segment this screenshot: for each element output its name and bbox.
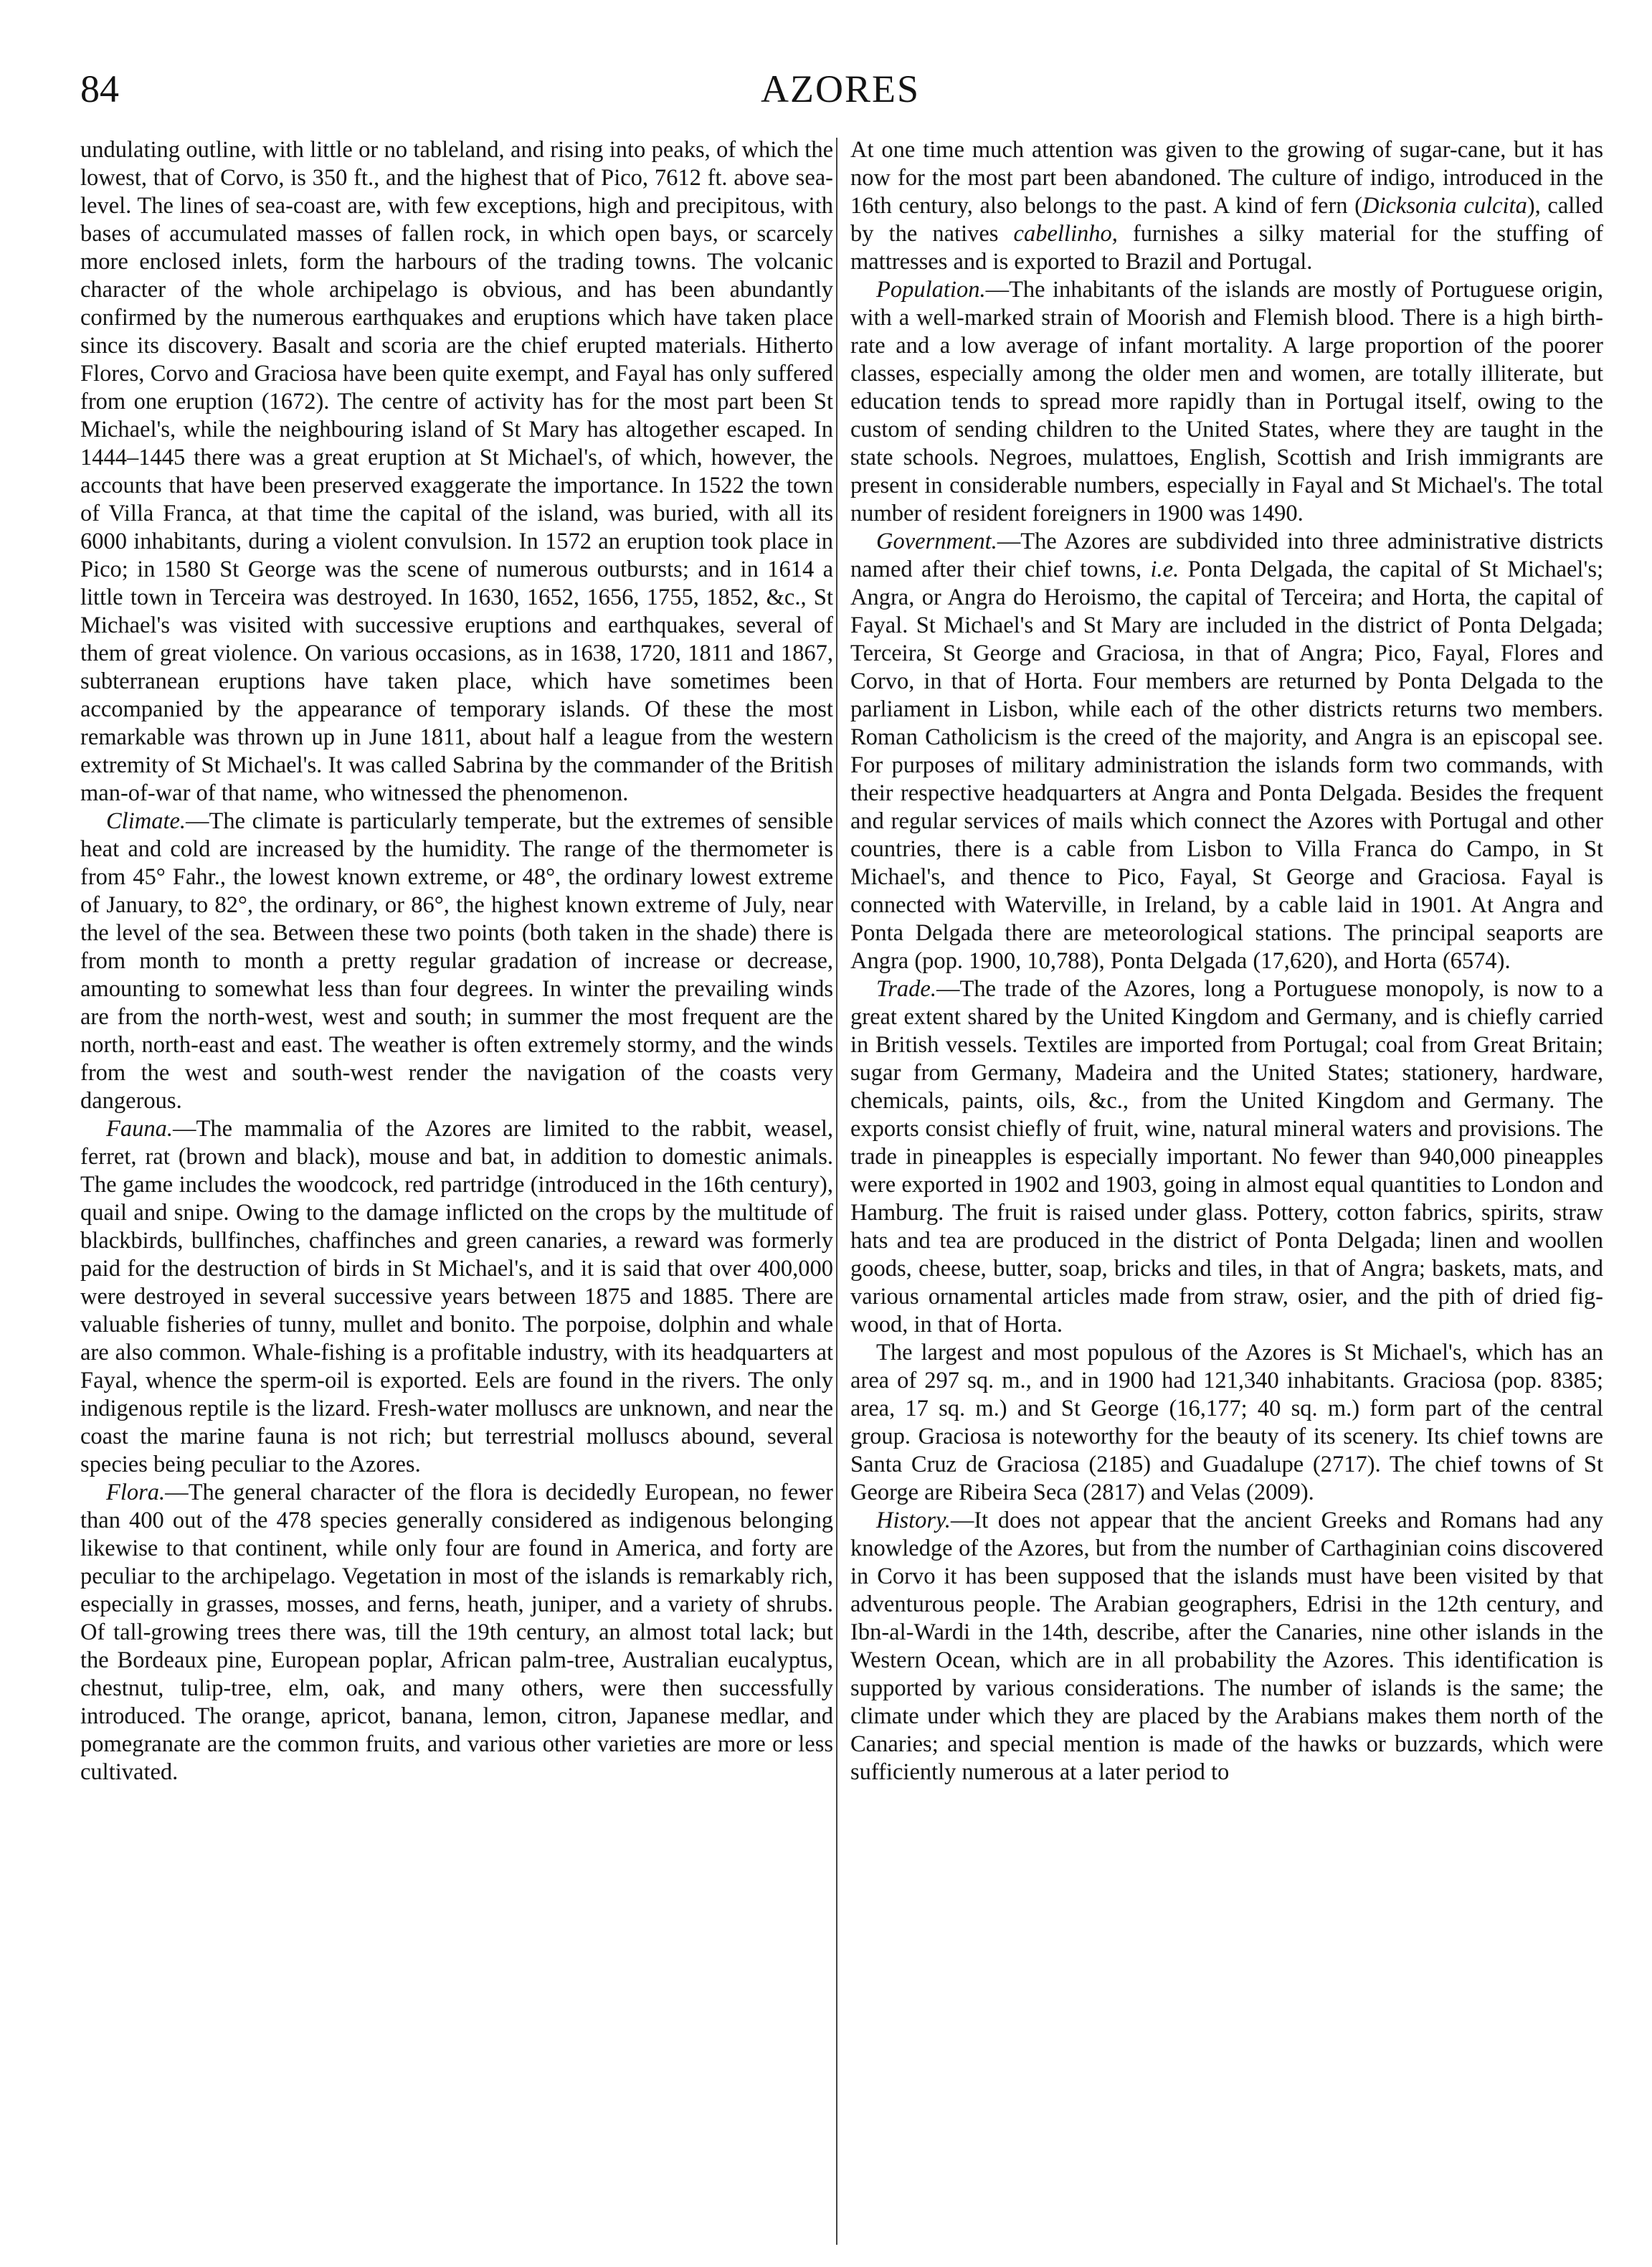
climate-text: —The climate is particularly temperate, but the extremes of sensible heat and cold are increased by the humidity. The range of the thermometer is from 45° Fahr., the lowest known extreme, or 48°, the ordinary lowest extreme of January, to 82°, the ordinary, or 86°, the highest known extreme of July, near the level of the sea. Between these two points (both taken in the shade) there is from month to month a pretty regular gradation of increase or decrease, amounting to somewhat less than four degrees. In winter the prevailing winds are from the north-west, west and south; in summer the most frequent are the north, north-east and east. The weather is often extremely stormy, and the winds from the west and south-west render the navigation of the coasts very dangerous.: [80, 808, 833, 1114]
left-column: [80, 136, 833, 2245]
paragraph-geology: undulating outline, with little or no tableland, and rising into peaks, of which the lowest, that of Corvo, is 350 ft., and the highest that of Pico, 7612 ft. above sea-level. The lines of sea-coast are, with few exceptions, high and precipitous, with bases of accumulated masses of fallen rock, in which open bays, or scarcely more enclosed inlets, form the harbours of the trading towns. The volcanic character of the whole archipelago is obvious, and has been abundantly confirmed by the numerous earthquakes and eruptions which have taken place since its discovery. Basalt and scoria are the chief erupted materials. Hitherto Flores, Corvo and Graciosa have been quite exempt, and Fayal has only suffered from one eruption (1672). The centre of activity has for the most part been St Michael's, while the neighbouring island of St Mary has altogether escaped. In 1444–1445 there was a great eruption at St Michael's, of which, however, the accounts that have been preserved exaggerate the importance. In 1522 the town of Villa Franca, at that time the capital of the island, was buried, with all its 6000 inhabitants, during a violent convulsion. In 1572 an eruption took place in Pico; in 1580 St George was the scene of numerous outbursts; and in 1614 a little town in Terceira was destroyed. In 1630, 1652, 1656, 1755, 1852, &c., St Michael's was visited with successive eruptions and earthquakes, several of them of great violence. On various occasions, as in 1638, 1720, 1811 and 1867, subterranean eruptions have taken place, which have sometimes been accompanied by the appearance of temporary islands. Of these the most remarkable was thrown up in June 1811, about half a league from the western extremity of St Michael's. It was called Sabrina by the commander of the British man-of-war of that name, who witnessed the phenomenon.: [80, 137, 833, 806]
heading-flora: Flora.: [106, 1480, 166, 1505]
flora-text: —The general character of the flora is decidedly European, no fewer than 400 out of the 478 species generally considered as indigenous belonging likewise to that continent, while only four are found in America, and forty are peculiar to the archipelago. Vegetation in most of the islands is remarkably rich, especially in grasses, mosses, and ferns, heath, juniper, and a variety of shrubs. Of tall-growing trees there was, till the 19th century, an almost total lack; but the Bordeaux pine, European poplar, African palm-tree, Australian eucalyptus, chestnut, tulip-tree, elm, oak, and many others, were then successfully introduced. The orange, apricot, banana, lemon, citron, Japanese medlar, and pomegranate are the common fruits, and various other varieties are more or less cultivated.: [80, 1480, 833, 1785]
native-name: cabellinho,: [1013, 221, 1118, 247]
heading-fauna: Fauna.: [106, 1116, 173, 1142]
paragraph-agriculture: [850, 136, 1603, 276]
history-text: —It does not appear that the ancient Greeks and Romans had any knowledge of the Azores, but from the number of Carthaginian coins discovered in Corvo it has been supposed that the islands must have been visited by that adventurous people. The Arabian geographers, Edrisi in the 12th century, and Ibn-al-Wardi in the 14th, describe, after the Canaries, nine other islands in the Western Ocean, which are in all probability the Azores. This identification is supported by various considerations. The number of islands is the same; the climate under which they are placed by the Arabians makes them north of the Canaries; and special mention is made of the hawks or buzzards, which were sufficiently numerous at a later period to: [850, 1508, 1603, 1785]
agriculture-text-2: ), called by the natives: [850, 193, 1603, 247]
paragraph-islands: The largest and most populous of the Azores is St Michael's, which has an area of 297 sq. m., and in 1900 had 121,340 inhabitants. Graciosa (pop. 8385; area, 17 sq. m.) and St George (16,177; 40 sq. m.) form part of the central group. Graciosa is noteworthy for the beauty of its scenery. Its chief towns are Santa Cruz de Graciosa (2185) and Guadalupe (2717). The chief towns of St George are Ribeira Seca (2817) and Velas (2009).: [850, 1340, 1603, 1505]
page-number: 84: [80, 67, 119, 110]
fauna-text: —The mammalia of the Azores are limited to the rabbit, weasel, ferret, rat (brown and black), mouse and bat, in addition to domestic animals. The game includes the woodcock, red partridge (introduced in the 16th century), quail and snipe. Owing to the damage inflicted on the crops by the multitude of blackbirds, bullfinches, chaffinches and green canaries, a reward was formerly paid for the destruction of birds in St Michael's, and it is said that over 400,000 were destroyed in several successive years between 1875 and 1885. There are valuable fisheries of tunny, mullet and bonito. The porpoise, dolphin and whale are also common. Whale-fishing is a profitable industry, with its headquarters at Fayal, whence the sperm-oil is exported. Eels are found in the rivers. The only indigenous reptile is the lizard. Fresh-water molluscs are unknown, and near the coast the marine fauna is not rich; but terrestrial molluscs abound, several species being peculiar to the Azores.: [80, 1116, 833, 1477]
heading-climate: Climate.: [106, 808, 186, 834]
paragraph-climate: [80, 808, 833, 1115]
heading-government: Government.: [876, 529, 997, 554]
running-title: AZORES: [760, 67, 920, 110]
species-name: Dicksonia culcita: [1362, 193, 1527, 219]
government-text-2: Ponta Delgada, the capital of St Michael's; Angra, or Angra do Heroismo, the capital of Terceira; and Horta, the capital of Fayal. St Michael's and St Mary are included in the district of Ponta Delgada; Terceira, St George and Graciosa, in that of Angra; Pico, Fayal, Flores and Corvo, in that of Horta. Four members are returned by Ponta Delgada to the parliament in Lisbon, while each of the other districts returns two members. Roman Catholicism is the creed of the majority, and Angra is an episcopal see. For purposes of military administration the islands form two commands, with their respective headquarters at Angra and Ponta Delgada. Besides the frequent and regular services of mails which connect the Azores with Portugal and other countries, there is a cable from Lisbon to Villa Franca do Campo, in St Michael's, and thence to Pico, Fayal, St George and Graciosa. Fayal is connected with Waterville, in Ireland, by a cable laid in 1901. At Angra and Ponta Delgada there are meteorological stations. The principal seaports are Angra (pop. 1900, 10,788), Ponta Delgada (17,620), and Horta (6574).: [850, 557, 1603, 974]
paragraph-trade: [850, 975, 1603, 1339]
paragraph-population: [850, 276, 1603, 528]
paragraph-fauna: [80, 1115, 833, 1479]
page-header: [80, 60, 1600, 118]
population-text: —The inhabitants of the islands are mostly of Portuguese origin, with a well-marked strain of Moorish and Flemish blood. There is a high birth-rate and a low average of infant mortality. A large proportion of the poorer classes, especially among the older men and women, are totally illiterate, but education tends to spread more rapidly than in Portugal itself, owing to the custom of sending children to the United States, where they are taught in the state schools. Negroes, mulattoes, English, Scottish and Irish immigrants are present in considerable numbers, especially in Fayal and St Michael's. The total number of resident foreigners in 1900 was 1490.: [850, 277, 1603, 526]
right-column: [850, 136, 1603, 2245]
agriculture-text-1: At one time much attention was given to the growing of sugar-cane, but it has now for the most part been abandoned. The culture of indigo, introduced in the 16th century, also belongs to the past. A kind of fern (: [850, 137, 1603, 219]
heading-trade: Trade.: [876, 976, 936, 1002]
heading-history: History.: [876, 1508, 951, 1533]
paragraph-government: [850, 528, 1603, 975]
ie-abbrev: i.e.: [1150, 557, 1179, 582]
heading-population: Population.: [876, 277, 986, 303]
government-text-1: —The Azores are subdivided into three administrative districts named after their chief towns,: [850, 529, 1603, 582]
paragraph-history: [850, 1507, 1603, 1786]
paragraph-flora: [80, 1479, 833, 1786]
trade-text: —The trade of the Azores, long a Portuguese monopoly, is now to a great extent shared by the United Kingdom and Germany, and is chiefly carried in British vessels. Textiles are imported from Portugal; coal from Great Britain; sugar from Germany, Madeira and the United States; stationery, hardware, chemicals, paints, oils, &c., from the United Kingdom and Germany. The exports consist chiefly of fruit, wine, natural mineral waters and provisions. The trade in pineapples is especially important. No fewer than 940,000 pineapples were exported in 1902 and 1903, going in almost equal quantities to London and Hamburg. The fruit is raised under glass. Pottery, cotton fabrics, spirits, straw hats and tea are produced in the district of Ponta Delgada; linen and woollen goods, cheese, butter, soap, bricks and tiles, in that of Angra; baskets, mats, and various ornamental articles made from straw, osier, and the pith of dried fig-wood, in that of Horta.: [850, 976, 1603, 1338]
agriculture-text-3: furnishes a silky material for the stuffing of mattresses and is exported to Brazil and Portugal.: [850, 221, 1603, 275]
column-divider: [836, 138, 837, 2245]
